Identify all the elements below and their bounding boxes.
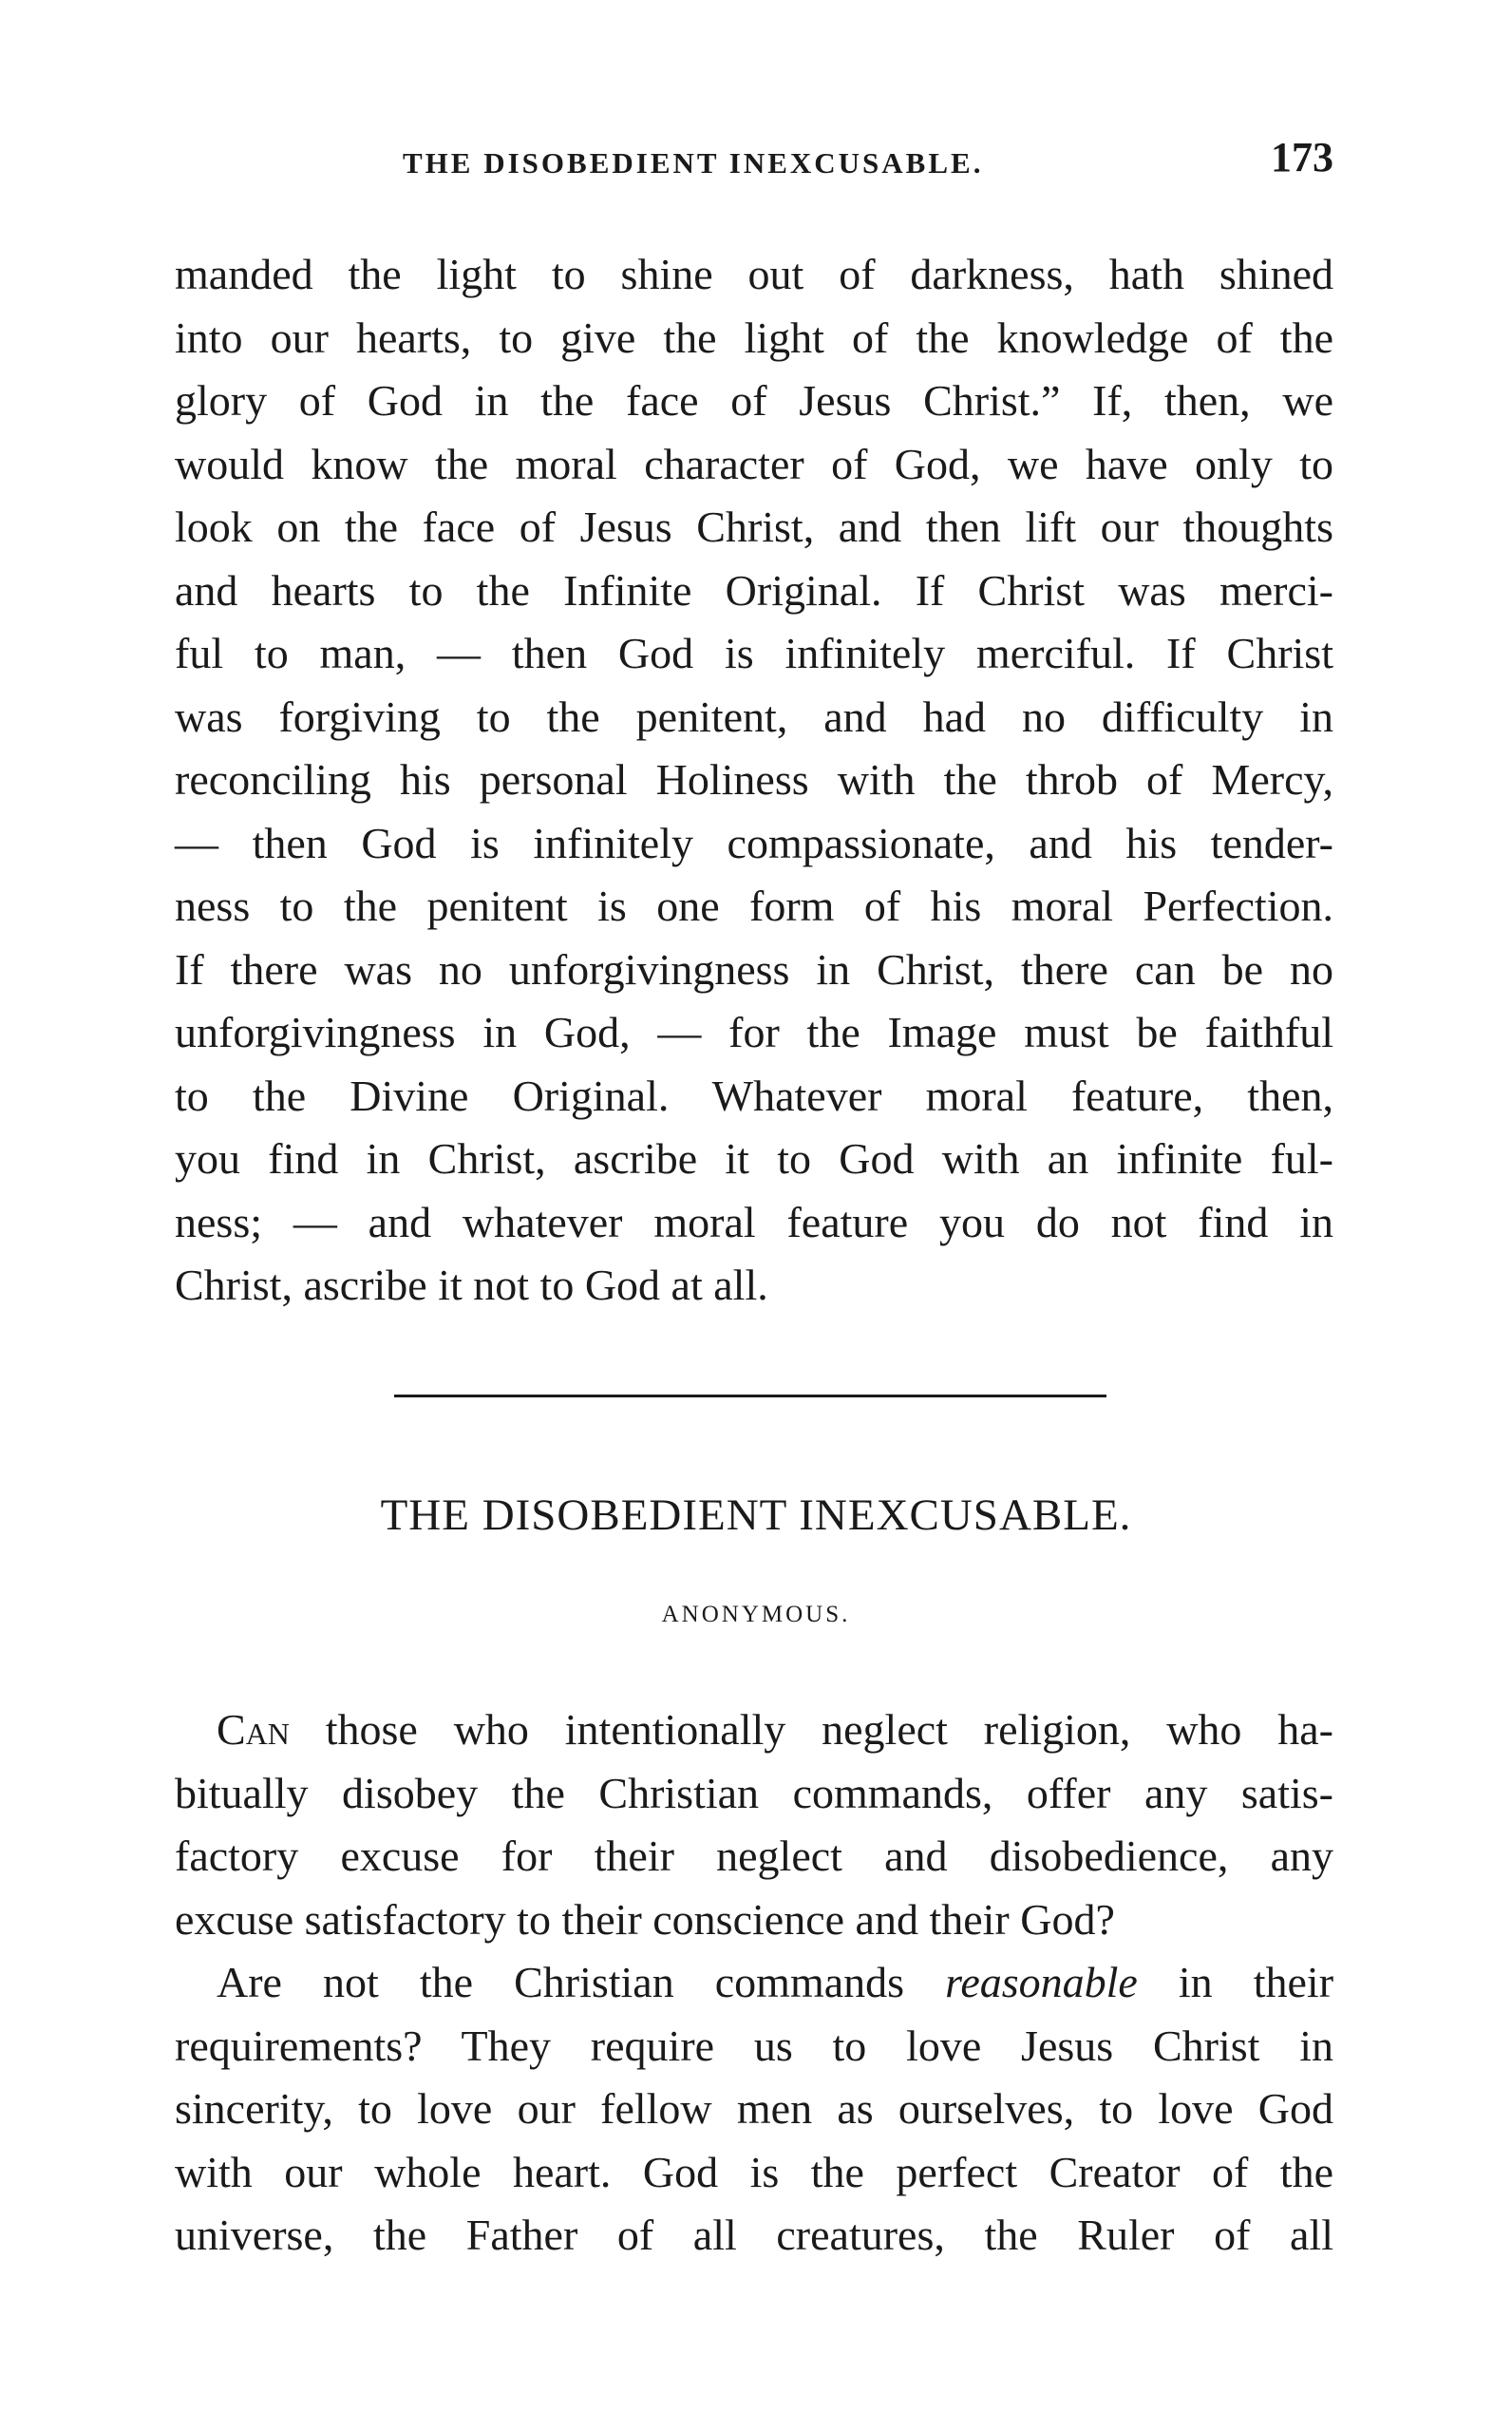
text-line: manded the light to shine out of darkness, hath shined: [175, 250, 1333, 298]
page-number: 173: [1271, 134, 1333, 180]
section-title: [0, 1490, 1512, 1541]
text-line: reconciling his personal Holiness with the throb of Mercy,: [175, 755, 1333, 804]
text-line: If there was no unforgivingness in Christ, there can be no: [175, 944, 1333, 994]
text-line: was forgiving to the penitent, and had no difficulty in: [175, 692, 1333, 741]
text-line: would know the moral character of God, we have only to: [175, 439, 1333, 488]
text-line: and hearts to the Infinite Original. If Christ was merci-: [175, 565, 1333, 615]
emphasis-text: reasonable: [945, 1958, 1138, 2006]
section-author: ANONYMOUS.: [661, 1602, 851, 1627]
text-line: excuse satisfactory to their conscience and their God?: [175, 1894, 1115, 1944]
text-line: ness to the penitent is one form of his moral Perfection.: [175, 882, 1333, 930]
drop-word: Can: [217, 1705, 290, 1754]
text-line: look on the face of Jesus Christ, and then lift our thoughts: [175, 503, 1333, 551]
text-line: bitually disobey the Christian commands, offer any satis-: [175, 1768, 1333, 1817]
text-line: Christ, ascribe it not to God at all.: [175, 1261, 768, 1309]
section-divider-rule: [394, 1395, 1106, 1397]
text-line: factory excuse for their neglect and disobedience, any: [175, 1832, 1333, 1880]
text-line-rest: those who intentionally neglect religion, who ha-: [289, 1705, 1333, 1754]
paragraph-continued: [175, 243, 1333, 1318]
text-run: in their: [1137, 1958, 1334, 2006]
text-line: unforgivingness in God, — for the Image must be faithful: [175, 1008, 1333, 1056]
text-line: ful to man, — then God is infinitely merciful. If Christ: [175, 629, 1333, 677]
text-line: to the Divine Original. Whatever moral feature, then,: [175, 1071, 1333, 1120]
text-line: into our hearts, to give the light of the knowledge of the: [175, 313, 1333, 362]
text-line: glory of God in the face of Jesus Christ.” If, then, we: [175, 376, 1333, 425]
text-line: [175, 1951, 1333, 2015]
text-line: ness; — and whatever moral feature you do not find in: [175, 1197, 1333, 1246]
text-line: requirements? They require us to love Jesus Christ in: [175, 2021, 1333, 2070]
text-line: with our whole heart. God is the perfect Creator of the: [175, 2147, 1333, 2196]
section-title-text: THE DISOBEDIENT INEXCUSABLE.: [380, 1490, 1132, 1540]
paragraph: [175, 1699, 1333, 1951]
running-title: THE DISOBEDIENT INEXCUSABLE.: [403, 146, 984, 180]
text-line: you find in Christ, ascribe it to God with an infinite ful-: [175, 1134, 1333, 1183]
text-line: [175, 1699, 1333, 1762]
text-line: sincerity, to love our fellow men as ourselves, to love God: [175, 2084, 1333, 2133]
paragraph: [175, 1951, 1333, 2268]
text-run: Are not the Christian commands: [217, 1958, 946, 2006]
text-line: universe, the Father of all creatures, the Ruler of all: [175, 2211, 1333, 2259]
running-head: [175, 133, 1333, 190]
text-line: — then God is infinitely compassionate, and his tender-: [175, 818, 1333, 867]
